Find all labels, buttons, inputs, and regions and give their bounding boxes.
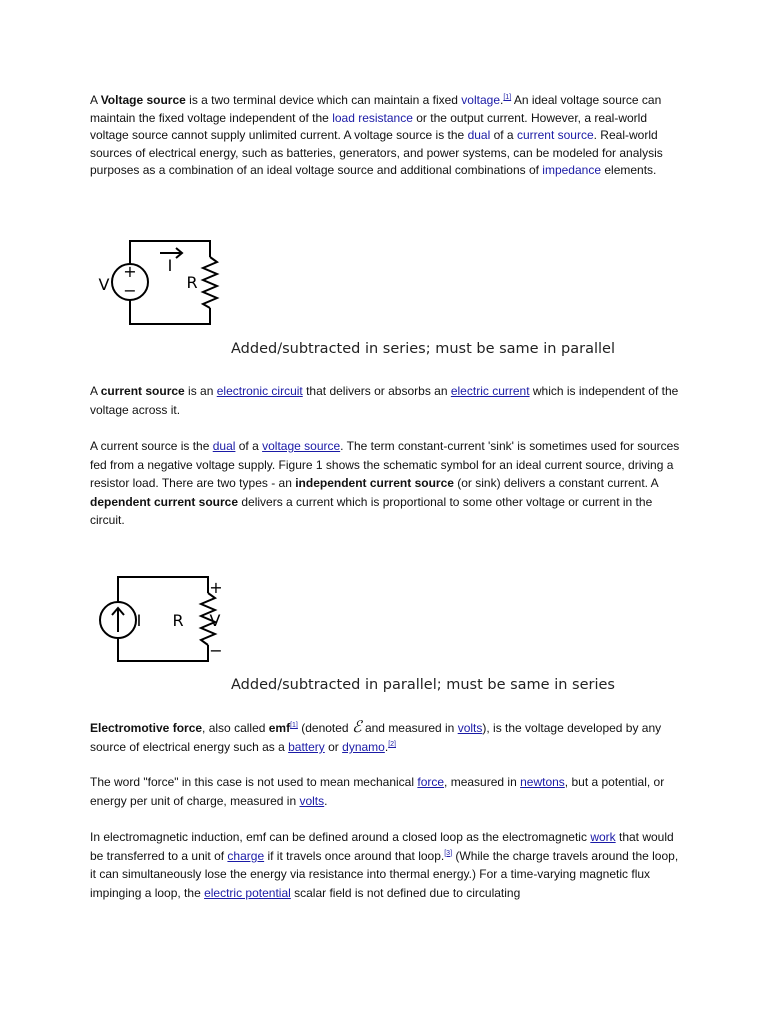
text-run: delivers a current which is proportional to some other voltage or current in the circuit. xyxy=(90,494,653,527)
text-run: The word "force" in this case is not used to mean mechanical xyxy=(90,775,418,789)
link-voltage-source[interactable]: voltage source xyxy=(262,439,341,453)
emf-paragraph xyxy=(90,717,680,757)
text-run: A current source is the xyxy=(90,439,213,453)
figure-caption-voltage-source: Added/subtracted in series; must be same in parallel xyxy=(231,341,615,357)
text-run: In electromagnetic induction, emf can be defined around a closed loop as the electromagnetic xyxy=(90,830,591,844)
term-dependent-current-source: dependent current source xyxy=(90,494,239,509)
minus-sign: − xyxy=(123,281,137,300)
current-source-paragraph xyxy=(90,382,680,419)
text-run: elements. xyxy=(601,163,657,177)
link-electronic-circuit[interactable]: electronic circuit xyxy=(216,384,303,398)
text-run: and measured in xyxy=(361,721,458,735)
text-run: (or sink) delivers a constant current. A xyxy=(453,476,659,490)
text-run: scalar field is not defined due to circulating xyxy=(290,885,521,900)
reference-1[interactable] xyxy=(290,722,298,729)
link-load-resistance[interactable]: load resistance xyxy=(332,110,413,125)
current-source-dual-paragraph xyxy=(90,437,680,530)
link-newtons[interactable]: newtons xyxy=(520,775,565,789)
emf-symbol: ℰ xyxy=(351,717,362,736)
voltage-label: V xyxy=(209,611,221,630)
link-dynamo[interactable]: dynamo xyxy=(342,740,385,754)
voltage-label: V xyxy=(98,275,110,294)
text-run: is a two terminal device which can maintain a fixed xyxy=(185,93,462,107)
link-dual[interactable]: dual xyxy=(467,128,491,142)
term-voltage-source: Voltage source xyxy=(100,93,186,107)
term-emf: emf xyxy=(268,721,291,735)
text-run: ), is the voltage developed by any source of electrical energy such as a xyxy=(90,721,662,754)
current-label: I xyxy=(136,611,142,630)
text-run: which is independent of the voltage across it. xyxy=(90,384,679,417)
reference-3[interactable] xyxy=(444,850,452,857)
link-volts[interactable]: volts xyxy=(457,721,483,735)
text-run: (denoted xyxy=(297,721,352,735)
text-run: or xyxy=(324,740,343,754)
resistor-symbol xyxy=(203,257,217,308)
resistor-label: R xyxy=(186,273,198,292)
text-run: that would be transferred to a unit of xyxy=(90,830,674,863)
link-electric-current[interactable]: electric current xyxy=(450,384,530,398)
text-run: (While the charge travels around the loop, it can simultaneously lose the energy via resistance into thermal energy.) For a time-varying magnetic flux impinging a loop, the xyxy=(90,848,679,900)
minus-sign: − xyxy=(209,641,223,660)
text-run: . xyxy=(500,93,504,107)
reference-2[interactable] xyxy=(388,741,396,748)
link-impedance[interactable]: impedance xyxy=(542,163,602,177)
force-paragraph xyxy=(90,773,680,811)
text-run: . xyxy=(324,794,328,808)
voltage-source-paragraph xyxy=(90,92,680,180)
text-run: , also called xyxy=(202,721,269,735)
figure-caption-current-source: Added/subtracted in parallel; must be same in series xyxy=(231,677,615,693)
plus-sign: + xyxy=(209,578,223,597)
reference-link[interactable]: [1] xyxy=(290,722,298,729)
link-work[interactable]: work xyxy=(590,830,616,844)
link-electric-potential[interactable]: electric potential xyxy=(204,885,291,900)
circuit-wires xyxy=(100,577,215,661)
link-volts[interactable]: volts xyxy=(299,794,325,808)
voltage-source-circuit-diagram xyxy=(90,232,230,332)
text-run: An ideal voltage source can maintain the fixed voltage independent of the xyxy=(90,93,662,125)
current-source-circuit-diagram xyxy=(95,570,235,670)
text-run: is an xyxy=(184,384,217,398)
link-battery[interactable]: battery xyxy=(288,740,325,754)
plus-sign: + xyxy=(123,262,137,281)
text-run: A xyxy=(90,384,101,398)
induction-paragraph xyxy=(90,828,680,902)
link-dual[interactable]: dual xyxy=(212,439,236,453)
current-label: I xyxy=(167,256,173,275)
reference-link[interactable]: [2] xyxy=(388,741,396,748)
resistor-label: R xyxy=(172,611,184,630)
text-run: A xyxy=(90,93,101,107)
text-run: that delivers or absorbs an xyxy=(302,384,451,398)
text-run: . xyxy=(384,740,389,754)
term-current-source: current source xyxy=(100,384,185,398)
current-arrow-icon xyxy=(112,608,124,632)
link-charge[interactable]: charge xyxy=(227,848,265,863)
text-run: . The term constant-current 'sink' is sometimes used for sources fed from a negative voltage supply. Figure 1 shows the schematic symbol for an ideal current source, driving a resistor load. There are two types - an xyxy=(90,439,680,490)
link-voltage[interactable]: voltage xyxy=(461,93,500,107)
reference-1[interactable] xyxy=(503,94,511,101)
text-run: , measured in xyxy=(444,775,521,789)
text-run: of a xyxy=(490,128,517,142)
text-run: , but a potential, or energy per unit of charge, measured in xyxy=(90,775,665,808)
link-force[interactable]: force xyxy=(417,775,445,789)
text-run: if it travels once around that loop. xyxy=(264,848,445,863)
reference-link[interactable]: [3] xyxy=(444,849,453,857)
term-electromotive-force: Electromotive force xyxy=(90,721,203,735)
reference-link[interactable]: [1] xyxy=(503,94,512,101)
text-run: . Real-world sources of electrical energy, such as batteries, generators, and power systems, can be modeled for analysis purposes as a combination of an ideal voltage source and additional combinations of xyxy=(90,128,663,177)
term-independent-current-source: independent current source xyxy=(295,476,454,490)
text-run: or the output current. However, a real-world voltage source cannot supply unlimited current. A voltage source is the xyxy=(90,110,648,142)
link-current-source[interactable]: current source xyxy=(516,128,594,142)
text-run: of a xyxy=(235,439,263,453)
